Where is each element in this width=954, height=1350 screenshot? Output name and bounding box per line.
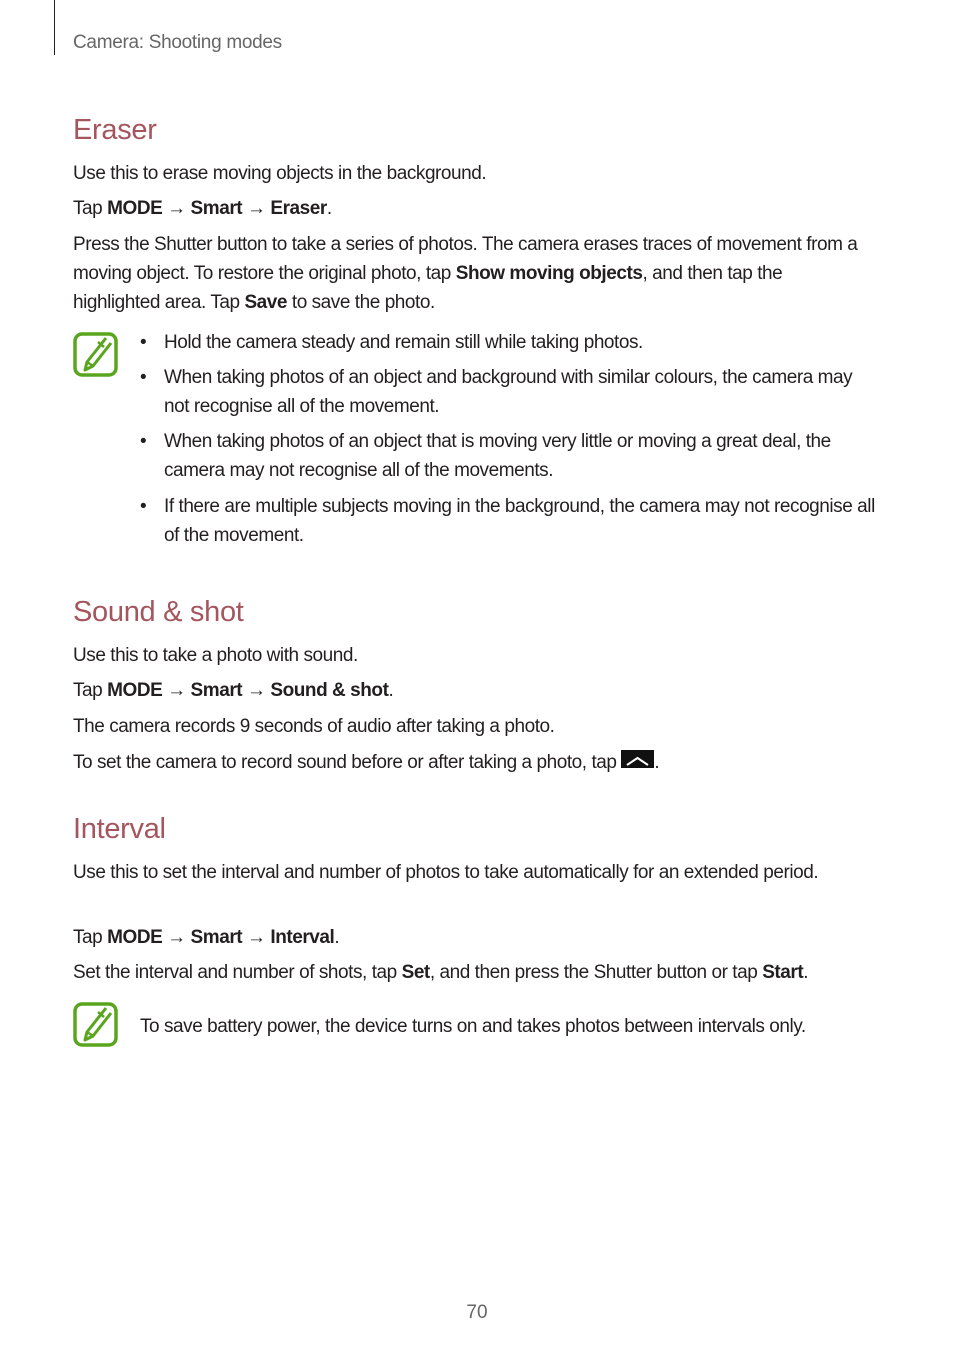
text-segment: → bbox=[242, 680, 271, 701]
sound-intro bbox=[73, 641, 873, 670]
text-segment: , and then press the Shutter button or tap bbox=[429, 962, 763, 983]
sound-description bbox=[73, 712, 873, 741]
text-segment: . bbox=[803, 962, 809, 983]
ui-term: MODE bbox=[107, 680, 163, 701]
interval-intro bbox=[73, 858, 843, 887]
text-segment: The camera records 9 seconds of audio after taking a photo. bbox=[73, 716, 555, 737]
ui-term: Interval bbox=[270, 927, 335, 948]
text-segment: . bbox=[326, 198, 332, 219]
chevron-up-icon bbox=[621, 750, 654, 768]
note-pencil-icon bbox=[73, 332, 118, 377]
ui-term: Set bbox=[401, 962, 430, 983]
heading-sound-shot: Sound & shot bbox=[73, 596, 244, 628]
text-segment: → bbox=[242, 198, 271, 219]
heading-interval: Interval bbox=[73, 813, 166, 845]
bullet-item: • Hold the camera steady and remain still while taking photos. bbox=[140, 332, 643, 353]
ui-term: Smart bbox=[190, 680, 243, 701]
text-segment: Tap bbox=[73, 680, 108, 701]
bullet-item: • If there are multiple subjects moving in the background, the camera may not recognise all of the movement. bbox=[140, 496, 875, 546]
ui-term: Smart bbox=[190, 198, 243, 219]
heading-eraser: Eraser bbox=[73, 114, 157, 146]
text-segment: . bbox=[334, 927, 340, 948]
text-segment: Tap bbox=[73, 198, 108, 219]
text-segment: → bbox=[242, 927, 271, 948]
eraser-intro bbox=[73, 159, 873, 188]
interval-note: To save battery power, the device turns on and takes photos between intervals only. bbox=[140, 1016, 806, 1037]
interval-path bbox=[73, 923, 873, 952]
eraser-description bbox=[73, 230, 873, 317]
ui-term: Smart bbox=[190, 927, 243, 948]
text-segment: Set the interval and number of shots, tap bbox=[73, 962, 402, 983]
text-segment: Use this to erase moving objects in the background. bbox=[73, 163, 487, 184]
text-segment: , and then tap the highlighted area. Tap bbox=[73, 263, 783, 313]
text-segment: To set the camera to record sound before or after taking a photo, tap bbox=[73, 752, 622, 773]
text-segment: → bbox=[162, 198, 191, 219]
ui-term: Eraser bbox=[270, 198, 327, 219]
sound-path bbox=[73, 676, 873, 705]
sound-setting bbox=[73, 748, 873, 777]
bullet-item: • When taking photos of an object and background with similar colours, the camera may not recognise all of the movement. bbox=[140, 367, 853, 417]
text-segment: Tap bbox=[73, 927, 108, 948]
header-rule bbox=[54, 0, 55, 55]
text-segment: Press the Shutter button to take a series of photos. The camera erases traces of movement from a moving object. To restore the original photo, tap bbox=[73, 234, 858, 284]
text-segment: to save the photo. bbox=[287, 292, 435, 313]
text-segment: → bbox=[162, 680, 191, 701]
text-segment: . bbox=[388, 680, 394, 701]
eraser-path bbox=[73, 194, 873, 223]
text-segment: Use this to set the interval and number of photos to take automatically for an extended period. bbox=[73, 862, 819, 883]
ui-term: Sound & shot bbox=[270, 680, 389, 701]
ui-term: Save bbox=[244, 292, 288, 313]
bullet-item: • When taking photos of an object that is moving very little or moving a great deal, the camera may not recognise all of the movements. bbox=[140, 431, 831, 481]
ui-term: Start bbox=[762, 962, 804, 983]
interval-description bbox=[73, 958, 893, 987]
text-segment: Use this to take a photo with sound. bbox=[73, 645, 358, 666]
ui-term: Show moving objects bbox=[455, 263, 643, 284]
note-pencil-icon bbox=[73, 1002, 118, 1047]
ui-term: MODE bbox=[107, 927, 163, 948]
running-header: Camera: Shooting modes bbox=[73, 32, 282, 53]
text-segment: → bbox=[162, 927, 191, 948]
text-segment: . bbox=[654, 752, 660, 773]
ui-term: MODE bbox=[107, 198, 163, 219]
page-number: 70 bbox=[466, 1302, 488, 1323]
